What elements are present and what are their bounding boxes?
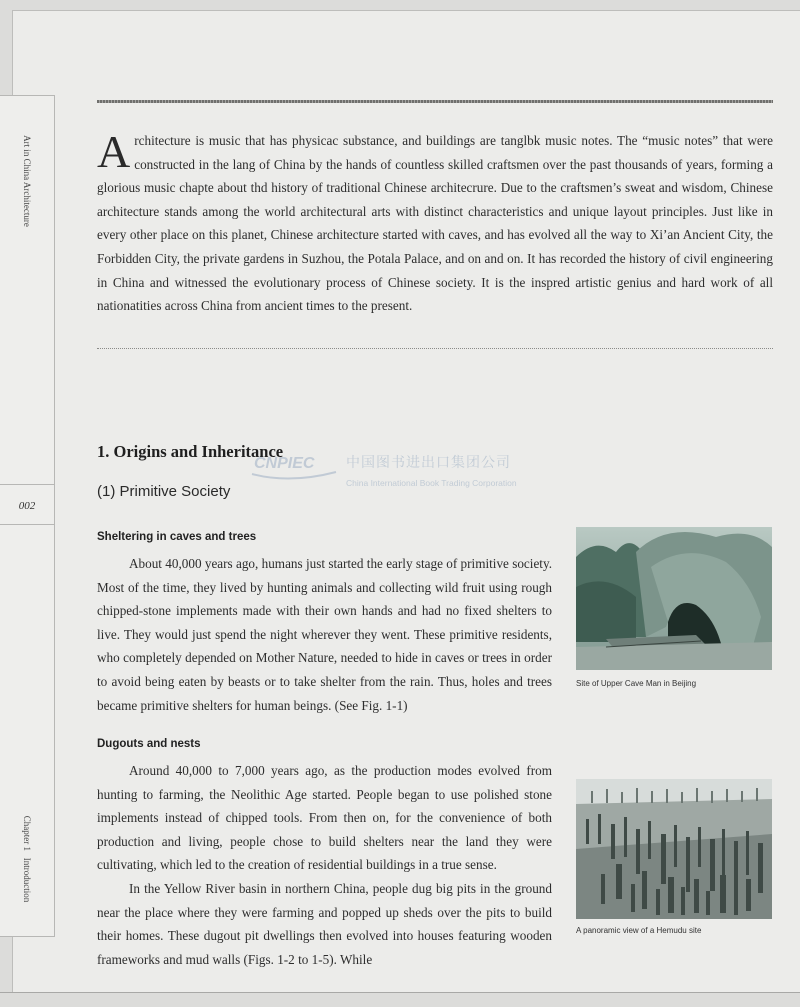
- dugouts-paragraph-1: Around 40,000 to 7,000 years ago, as the production modes evolved from hunting to farming, the Neolithic Age started. People began to use polished stone implements instead of chipped tools. From then on, for the convenience of both production and living, people chose to build shelters near the land they were cultivating, which led to the creation of residential buildings in a true sense.: [97, 763, 552, 873]
- figure-cave-photo: [576, 527, 772, 670]
- watermark-chinese: 中国图书进出口集团公司: [346, 455, 511, 471]
- figure-hemudu-photo: [576, 779, 772, 919]
- dugouts-heading: Dugouts and nests: [97, 738, 201, 750]
- chapter-title: Introduction: [22, 857, 32, 903]
- bottom-rule: [0, 992, 800, 993]
- page-number: 002: [18, 500, 36, 512]
- intro-text: rchitecture is music that has physicac substance, and buildings are tanglbk music notes. The “music notes” that were constructed in the lang of China by the hands of countless skilled craftsmen over the past thousands of years, forming a glorious music chapte about thd history of traditional Chinese architecrure. Due to the craftsmen’s sweat and wisdom, Chinese architecture stands among the world architectural arts with distinct characteristics and unique layout principles. Just like in every other place on this planet, Chinese architecture started with caves, and has evolved all the way to Xi’an Ancient City, the Forbidden City, the private gardens in Suzhou, the Potala Palace, and on and on. It has recorded the history of civil engineering in China and witnessed the evolutionary process of Chinese society. It is the inspred artistic genius and hard work of all nationatities across China from ancient times to the present.: [97, 133, 773, 314]
- top-rule: [97, 100, 773, 103]
- chapter-label-vertical: [22, 816, 32, 903]
- dugouts-body: [97, 759, 552, 971]
- figure-cave-caption: Site of Upper Cave Man in Beijing: [576, 679, 697, 688]
- hemudu-photo-image: [576, 779, 772, 919]
- intro-divider: [97, 348, 773, 349]
- shelters-paragraph: About 40,000 years ago, humans just started the early stage of primitive society. Most of the time, they lived by hunting animals and collecting wild fruit using rough chipped-stone implements made with their own hands and had no fixed shelters to live. They would just spend the night wherever they went. These primitive residents, who completely depended on Mother Nature, needed to hide in caves or trees in order to avoid being eaten by beasts or to take shelter from the rain. Thus, holes and trees became primitive shelters for human beings. (See Fig. 1-1): [97, 556, 552, 713]
- book-title-vertical: Art in China Architecture: [22, 135, 32, 227]
- chapter-number: Chapter 1: [22, 815, 32, 851]
- watermark-english: China International Book Trading Corporation: [346, 478, 517, 488]
- watermark-logo-icon: [250, 450, 340, 484]
- drop-cap: A: [97, 126, 131, 177]
- subsection-heading: (1) Primitive Society: [97, 483, 231, 500]
- cave-photo-image: [576, 527, 772, 670]
- figure-hemudu-caption: A panoramic view of a Hemudu site: [576, 926, 702, 935]
- shelters-body: [97, 552, 552, 717]
- side-divider-bottom: [0, 524, 54, 525]
- svg-text:CNPIEC: CNPIEC: [254, 455, 315, 472]
- dugouts-paragraph-2: In the Yellow River basin in northern China, people dug big pits in the ground near the place where they were farming and popped up sheds over the pits to build their homes. These dugout pit dwellings then evolved into houses featuring wooden frameworks and mud walls (Figs. 1-2 to 1-5). While: [97, 880, 552, 967]
- section-heading: 1. Origins and Inheritance: [97, 442, 284, 461]
- side-divider-top: [0, 484, 54, 485]
- shelters-heading: Sheltering in caves and trees: [97, 531, 257, 543]
- intro-paragraph: [97, 126, 773, 318]
- publisher-watermark: [250, 450, 550, 500]
- side-panel: [0, 95, 55, 937]
